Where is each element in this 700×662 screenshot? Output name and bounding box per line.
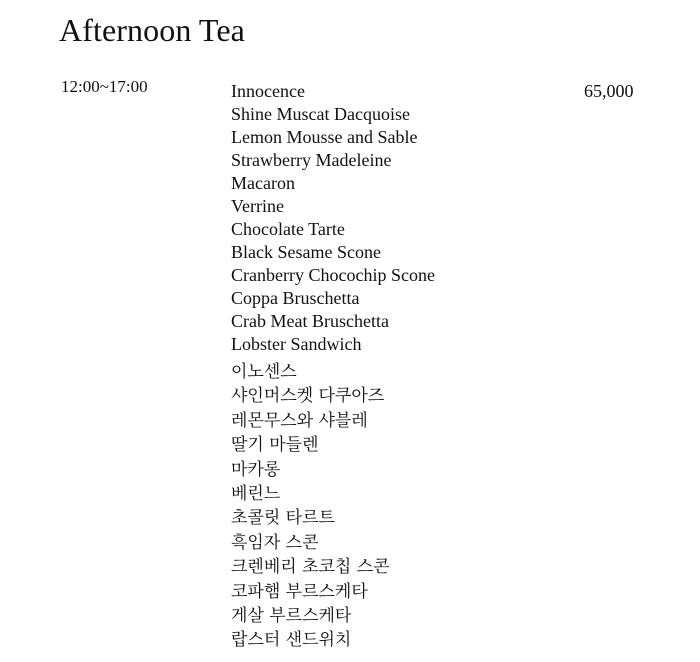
menu-item-ko: 딸기 마들렌 — [231, 435, 319, 456]
menu-item-en: Strawberry Madeleine — [231, 150, 392, 170]
menu-item-en: Chocolate Tarte — [231, 219, 345, 239]
menu-item-en: Macaron — [231, 173, 295, 193]
serving-time: 12:00~17:00 — [61, 77, 148, 96]
menu-item-en: Black Sesame Scone — [231, 242, 381, 262]
menu-item-ko: 샤인머스켓 다쿠아즈 — [231, 386, 385, 407]
menu-item-ko: 크렌베리 초코칩 스콘 — [231, 557, 390, 578]
menu-item-ko: 레몬무스와 샤블레 — [231, 410, 368, 431]
menu-item-ko: 베린느 — [231, 484, 281, 505]
menu-item-ko: 흑임자 스콘 — [231, 532, 319, 553]
menu-item-en: Innocence — [231, 81, 305, 101]
menu-item-en: Cranberry Chocochip Scone — [231, 265, 435, 285]
menu-item-ko: 이노센스 — [231, 362, 297, 382]
menu-item-en: Shine Muscat Dacquoise — [231, 104, 410, 124]
page-title: Afternoon Tea — [59, 12, 245, 48]
menu-item-en: Lemon Mousse and Sable — [231, 127, 418, 147]
menu-items-korean — [231, 360, 390, 653]
menu-items-english — [231, 80, 435, 356]
menu-item-en: Verrine — [231, 196, 284, 216]
menu-item-en: Coppa Bruschetta — [231, 288, 360, 308]
menu-item-en: Crab Meat Bruschetta — [231, 311, 389, 331]
menu-item-ko: 마카롱 — [231, 459, 281, 480]
price: 65,000 — [584, 81, 634, 101]
menu-item-ko: 코파햄 부르스케타 — [231, 581, 368, 602]
menu-item-en: Lobster Sandwich — [231, 334, 362, 354]
menu-item-ko: 게살 부르스케타 — [231, 606, 352, 627]
menu-item-ko: 랍스터 샌드위치 — [231, 630, 352, 651]
menu-item-ko: 초콜릿 타르트 — [231, 508, 335, 529]
